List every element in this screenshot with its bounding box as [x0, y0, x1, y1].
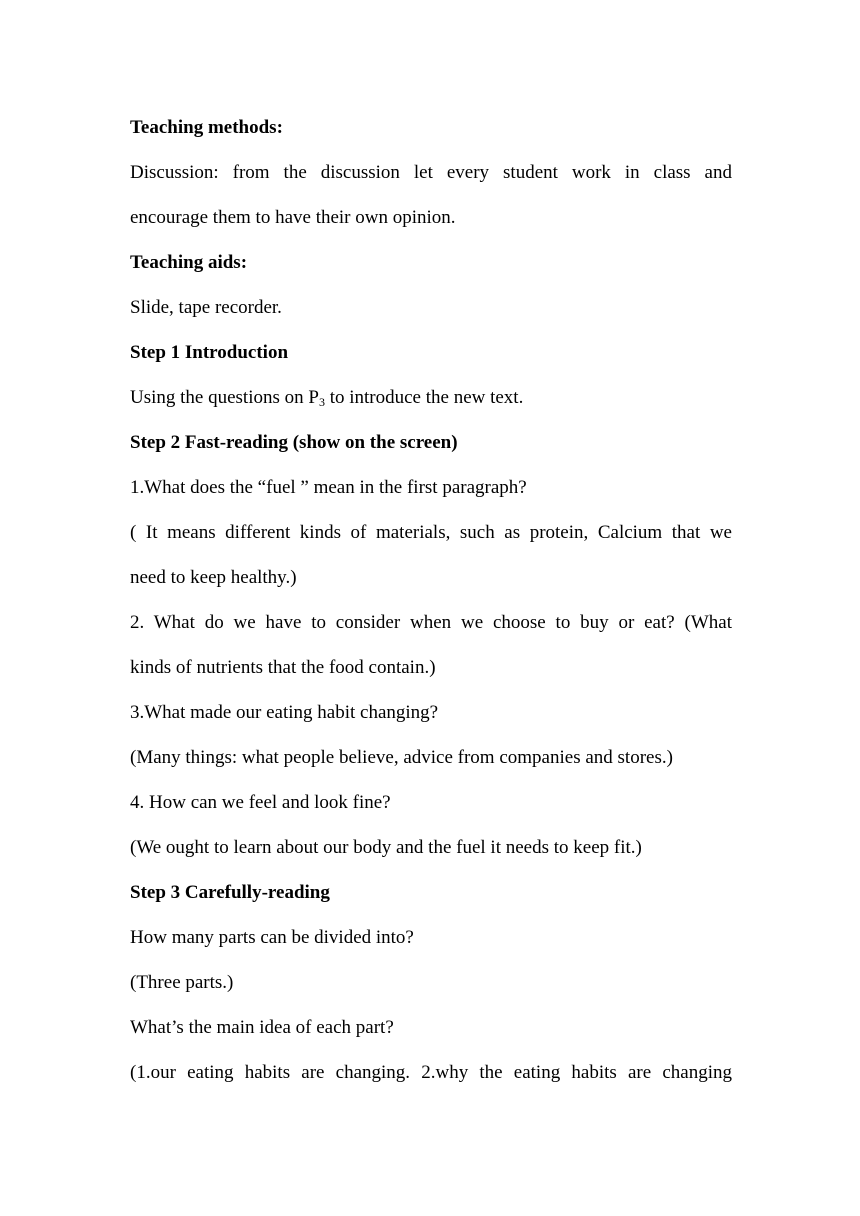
question-6: What’s the main idea of each part? [130, 1017, 394, 1038]
heading-teaching-aids: Teaching aids: [130, 252, 248, 273]
step1-text [130, 375, 732, 420]
answer-5: (Three parts.) [130, 972, 234, 993]
methods-text-line-1: Discussion: from the discussion let every student work in class and [130, 162, 732, 183]
question-2-line-2: kinds of nutrients that the food contain.) [130, 657, 436, 678]
step1-text-after: to introduce the new text. [324, 387, 524, 408]
question-2-line-1: 2. What do we have to consider when we choose to buy or eat? (What [130, 612, 732, 633]
answer-4: (We ought to learn about our body and the fuel it needs to keep fit.) [130, 837, 642, 858]
answer-1-line-2: need to keep healthy.) [130, 567, 297, 588]
question-4: 4. How can we feel and look fine? [130, 792, 391, 813]
answer-3: (Many things: what people believe, advice from companies and stores.) [130, 747, 673, 768]
answer-1-line-1: ( It means different kinds of materials, such as protein, Calcium that we [130, 522, 732, 543]
question-5: How many parts can be divided into? [130, 927, 414, 948]
step1-heading: Step 1 Introduction [130, 342, 289, 363]
aids-text: Slide, tape recorder. [130, 297, 282, 318]
step1-text-before: Using the questions on P [130, 387, 319, 408]
heading-teaching-methods: Teaching methods: [130, 117, 283, 138]
question-1: 1.What does the “fuel ” mean in the first paragraph? [130, 477, 527, 498]
document-page [130, 105, 732, 1095]
step2-heading: Step 2 Fast-reading (show on the screen) [130, 432, 458, 453]
step1-text-subscript: 3 [318, 395, 325, 409]
answer-6-line-1: (1.our eating habits are changing. 2.why the eating habits are changing [130, 1062, 732, 1083]
step3-heading: Step 3 Carefully-reading [130, 882, 330, 903]
methods-text-line-2: encourage them to have their own opinion. [130, 207, 456, 228]
question-3: 3.What made our eating habit changing? [130, 702, 439, 723]
